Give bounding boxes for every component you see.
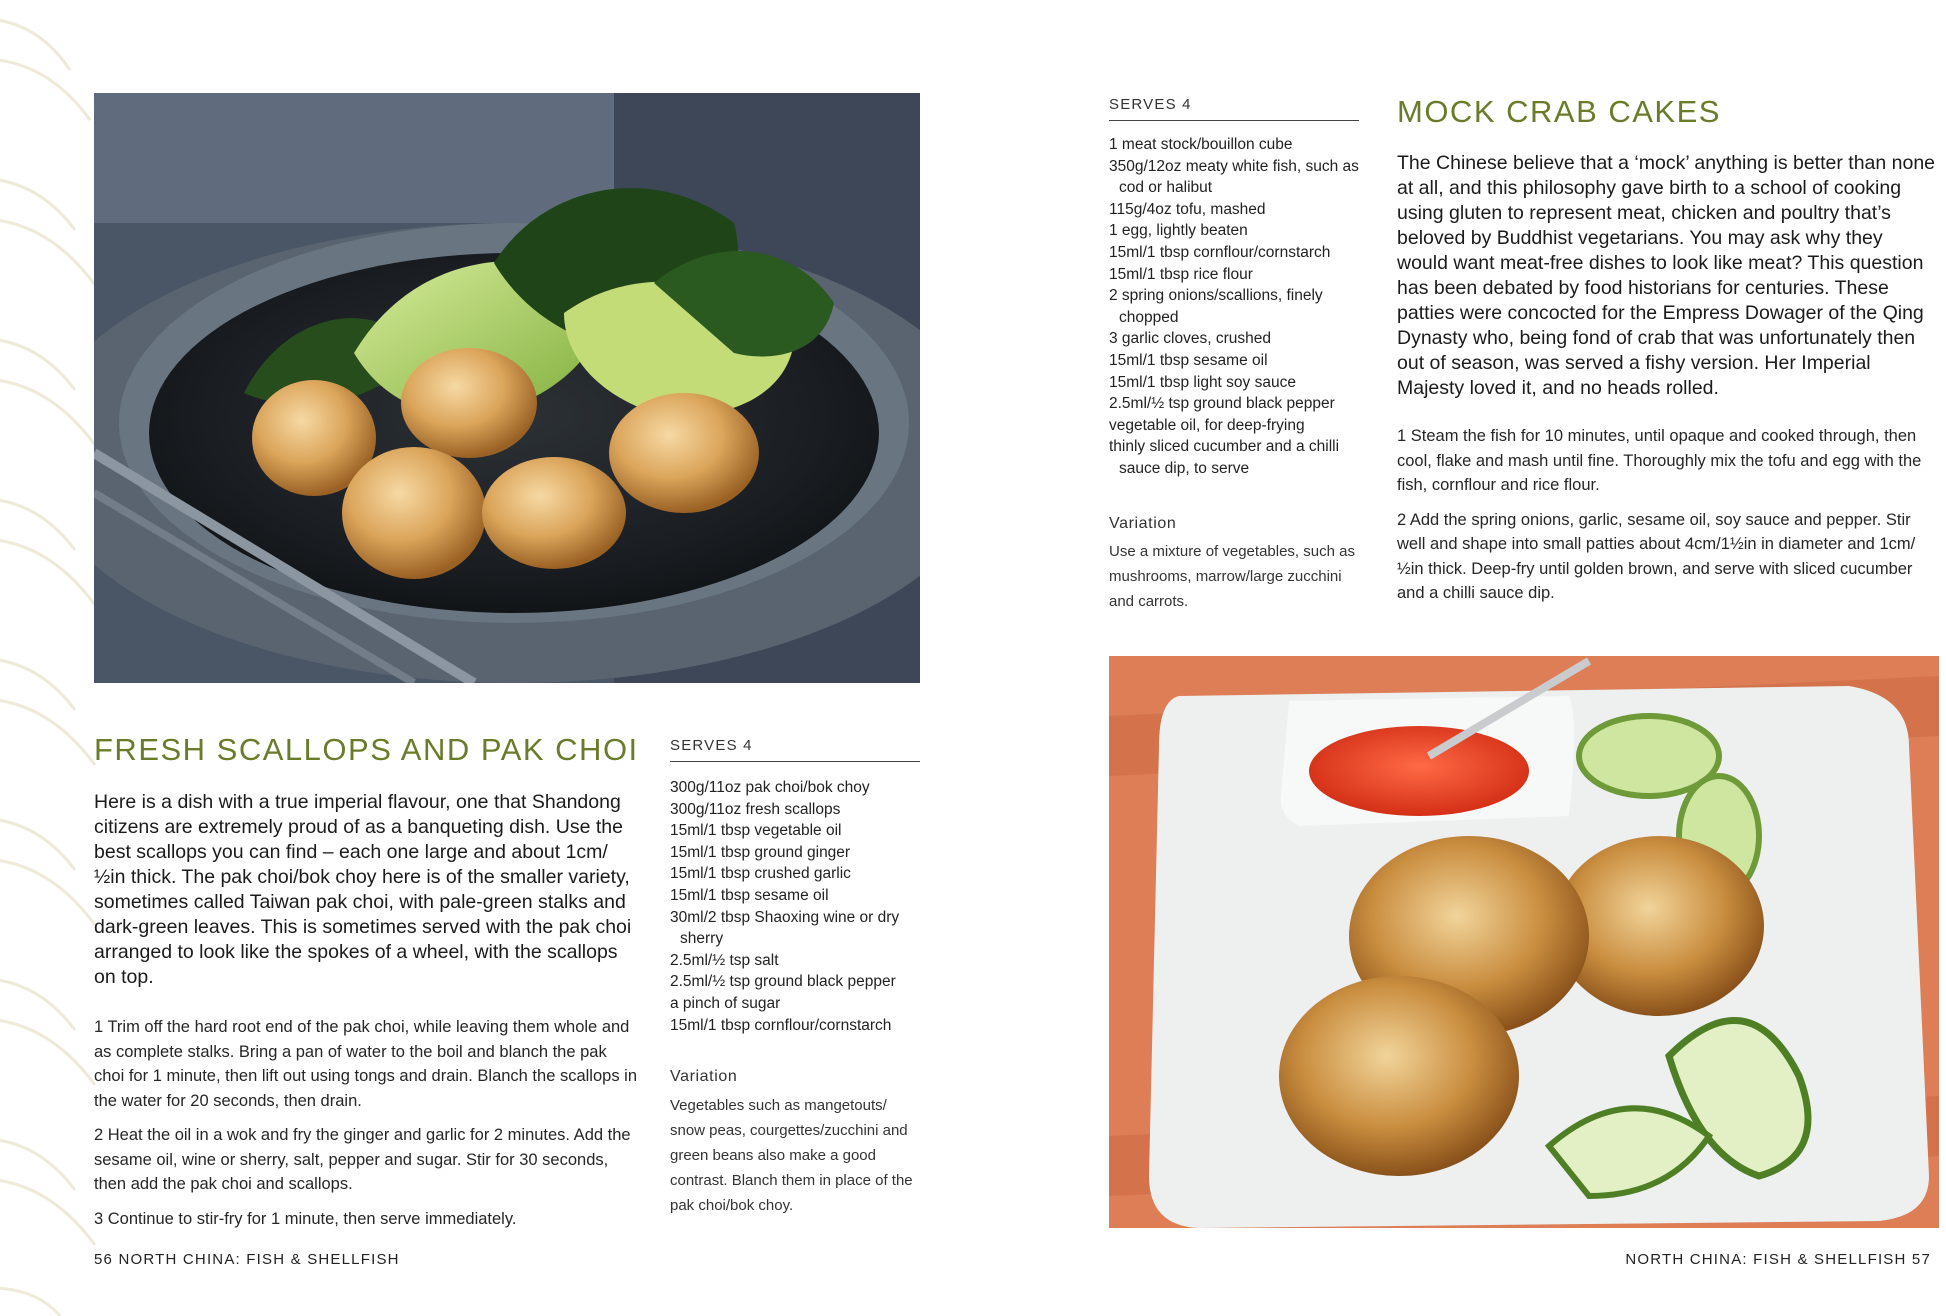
ingredient-item: a pinch of sugar	[670, 994, 781, 1012]
ingredient-item: thinly sliced cucumber and a chilli sauce dip, to serve	[1109, 438, 1340, 477]
ingredient-item: 15ml/1 tbsp rice flour	[1109, 265, 1253, 283]
ingredient-item: 15ml/1 tbsp cornflour/cornstarch	[670, 1016, 892, 1034]
ingredient-item: 2.5ml/½ tsp salt	[670, 951, 779, 969]
ingredient-item: 3 garlic cloves, crushed	[1109, 330, 1271, 348]
serves-label-scallops: SERVES 4	[670, 737, 920, 762]
method-step: 3 Continue to stir-fry for 1 minute, then serve immediately.	[94, 1209, 517, 1228]
variation-heading-scallops: Variation	[670, 1068, 738, 1085]
recipe-method-scallops	[94, 1015, 639, 1241]
ingredient-item: 15ml/1 tbsp crushed garlic	[670, 865, 851, 883]
recipe-method-crab-cakes	[1397, 424, 1937, 616]
recipe-intro-crab-cakes: The Chinese believe that a ‘mock’ anything is better than none at all, and this philosophy gave birth to a school of cooking using gluten to represent meat, chicken and poultry that’s beloved by Buddhist vegetarians. You may ask why they would want meat-free dishes to look like meat? This question has been debated by food historians for centuries. These patties were concocted for the Empress Dowager of the Qing Dynasty who, being fond of crab that was unfortunately then out of season, was served a fishy version. Her Imperial Majesty loved it, and no heads rolled.	[1397, 152, 1936, 399]
scallops-pak-choi-photo	[94, 93, 920, 683]
ingredient-item: 2 spring onions/scallions, finely chopped	[1109, 287, 1323, 326]
method-step: 2 Heat the oil in a wok and fry the ginger and garlic for 2 minutes. Add the sesame oil, wine or sherry, salt, pepper and sugar. Stir for 30 seconds, then add the pak choi and scallops.	[94, 1126, 631, 1193]
method-step: 2 Add the spring onions, garlic, sesame oil, soy sauce and pepper. Stir well and shape into small patties about 4cm/1½in in diameter and 1cm/½in thick. Deep-fry until golden brown, and serve with sliced cucumber and a chilli sauce dip.	[1397, 510, 1916, 602]
ingredient-item: 15ml/1 tbsp ground ginger	[670, 843, 851, 861]
ingredient-item: 1 meat stock/bouillon cube	[1109, 136, 1293, 153]
ingredient-item: 300g/11oz fresh scallops	[670, 800, 841, 818]
ingredient-item: 15ml/1 tbsp cornflour/cornstarch	[1109, 243, 1331, 261]
variation-text-crab-cakes: Use a mixture of vegetables, such as mushrooms, marrow/large zucchini and carrots.	[1109, 543, 1355, 610]
ingredient-list-scallops	[670, 777, 925, 1036]
variation-text-scallops: Vegetables such as mangetouts/ snow peas, courgettes/zucchini and green beans also make a good contrast. Blanch them in place of the pak choi/bok choy.	[670, 1097, 913, 1214]
ingredient-item: 350g/12oz meaty white fish, such as cod or halibut	[1109, 157, 1359, 197]
recipe-title-scallops: FRESH SCALLOPS AND PAK CHOI	[94, 732, 639, 767]
serves-label-crab-cakes: SERVES 4	[1109, 96, 1359, 121]
recipe-intro-scallops: Here is a dish with a true imperial flavour, one that Shandong citizens are extremely proud of as a banqueting dish. Use the best scallops you can find – each one large and about 1cm/½in thick. The pak choi/bok choy here is of the smaller variety, sometimes called Taiwan pak choi, with pale-green stalks and dark-green leaves. This is sometimes served with the pak choi arranged to look like the spokes of a wheel, with the scallops on top.	[94, 791, 632, 988]
method-step: 1 Steam the fish for 10 minutes, until opaque and cooked through, then cool, flake and mash until fine. Thoroughly mix the tofu and egg with the fish, cornflour and rice flour.	[1397, 427, 1922, 494]
ingredient-item: 15ml/1 tbsp vegetable oil	[670, 822, 842, 840]
ingredient-item: 300g/11oz pak choi/bok choy	[670, 779, 870, 796]
ingredient-item: 15ml/1 tbsp sesame oil	[1109, 351, 1268, 369]
ingredient-item: 1 egg, lightly beaten	[1109, 222, 1248, 240]
method-step: 1 Trim off the hard root end of the pak choi, while leaving them whole and as complete stalks. Bring a pan of water to the boil and blanch the pak choi for 1 minute, then lift out using tongs and drain. Blanch the scallops in the water for 20 seconds, then drain.	[94, 1018, 637, 1110]
ingredient-item: 115g/4oz tofu, mashed	[1109, 200, 1266, 218]
ingredient-item: vegetable oil, for deep-frying	[1109, 416, 1305, 434]
folio-left: 56 NORTH CHINA: FISH & SHELLFISH	[94, 1251, 400, 1268]
mock-crab-cakes-photo	[1109, 656, 1939, 1228]
variation-heading-crab-cakes: Variation	[1109, 515, 1177, 532]
ingredient-item: 15ml/1 tbsp light soy sauce	[1109, 373, 1296, 391]
ingredient-item: 15ml/1 tbsp sesame oil	[670, 886, 829, 904]
ingredient-item: 2.5ml/½ tsp ground black pepper	[1109, 395, 1335, 413]
folio-right: NORTH CHINA: FISH & SHELLFISH 57	[1625, 1251, 1931, 1268]
ingredient-item: 2.5ml/½ tsp ground black pepper	[670, 973, 896, 991]
recipe-title-crab-cakes: MOCK CRAB CAKES	[1397, 94, 1721, 129]
ingredient-list-crab-cakes	[1109, 134, 1369, 480]
ingredient-item: 30ml/2 tbsp Shaoxing wine or dry sherry	[670, 908, 900, 948]
